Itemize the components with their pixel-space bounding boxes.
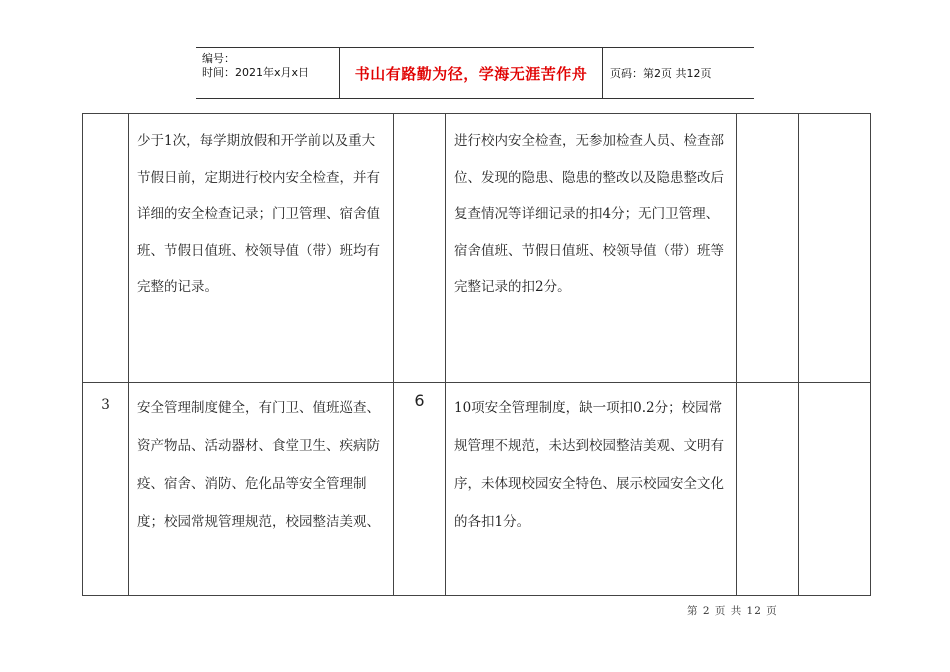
deduction-cell (446, 383, 737, 596)
row-index-cell: 3 (83, 383, 129, 596)
row-index-cell (83, 114, 129, 383)
text-line: 疫、宿舍、消防、危化品等安全管理制 (137, 476, 367, 492)
text-line: 进行校内安全检查，无参加检查人员、检查部 (454, 133, 724, 149)
text-line: 10项安全管理制度，缺一项扣0.2分；校园常 (454, 400, 723, 416)
text-line: 班、节假日值班、校领导值（带）班均有 (137, 242, 380, 259)
blank-cell (737, 114, 799, 383)
text-line: 少于1次，每学期放假和开学前以及重大 (137, 133, 376, 149)
requirement-text (129, 114, 393, 306)
blank-cell (799, 114, 871, 383)
serial-label: 编号： (202, 52, 235, 65)
text-line: 宿舍值班、节假日值班、校领导值（带）班等 (454, 242, 724, 259)
header-motto: 书山有路勤为径，学海无涯苦作舟 (339, 48, 603, 98)
text-line: 安全管理制度健全，有门卫、值班巡查、 (137, 400, 380, 416)
text-line: 度；校园常规管理规范，校园整洁美观、 (137, 514, 380, 530)
header-meta (196, 48, 339, 98)
deduction-cell (446, 114, 737, 383)
table-row (83, 114, 871, 383)
blank-cell (737, 383, 799, 596)
text-line: 完整的记录。 (137, 279, 218, 295)
text-line: 复查情况等详细记录的扣4分；无门卫管理、 (454, 206, 720, 222)
time-label: 时间：2021年x月x日 (202, 66, 310, 79)
requirement-cell (129, 383, 394, 596)
deduction-text (446, 114, 736, 306)
text-line: 节假日前，定期进行校内安全检查，并有 (137, 169, 380, 186)
header-page-code: 页码：第2页 共12页 (610, 67, 712, 80)
evaluation-table (82, 113, 871, 596)
text-line: 的各扣1分。 (454, 514, 531, 530)
page-header (196, 47, 754, 99)
text-line: 详细的安全检查记录；门卫管理、宿舍值 (137, 206, 380, 222)
blank-cell (799, 383, 871, 596)
text-line: 完整记录的扣2分。 (454, 279, 571, 295)
text-line: 序，未体现校园安全特色、展示校园安全文化 (454, 476, 724, 492)
score-cell (394, 114, 446, 383)
requirement-text (129, 383, 393, 541)
score-cell: 6 (394, 383, 446, 596)
text-line: 规管理不规范，未达到校园整洁美观、文明有 (454, 438, 724, 454)
requirement-cell (129, 114, 394, 383)
table-row (83, 383, 871, 596)
page-footer: 第 2 页 共 12 页 (687, 605, 778, 617)
deduction-text (446, 383, 736, 541)
text-line: 位、发现的隐患、隐患的整改以及隐患整改后 (454, 169, 724, 186)
text-line: 资产物品、活动器材、食堂卫生、疾病防 (137, 438, 380, 454)
